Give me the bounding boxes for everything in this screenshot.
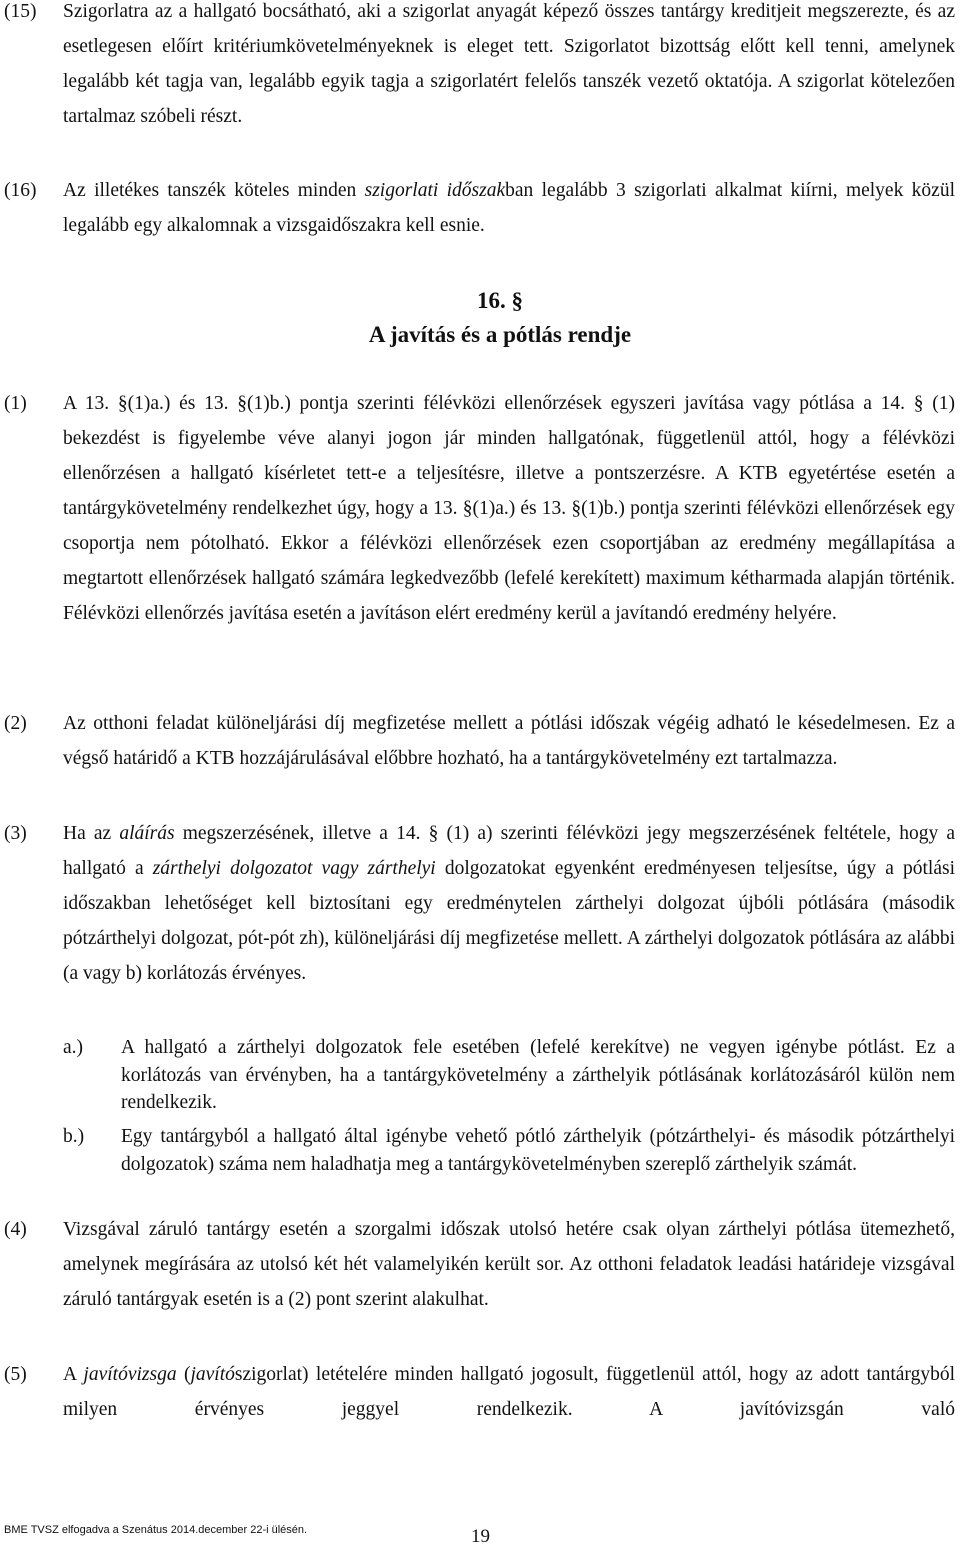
list-item-text: A hallgató a zárthelyi dolgozatok fele esetében (lefelé kerekítve) ne vegyen igénybe pótlást. Ez a korlátozás van érvényben, ha a tantárgykövetelmény a zárthelyik pótlásának korlátozásáról külön nem rendelkezik. xyxy=(121,1037,955,1113)
text-run: szigorlat) letételére minden hallgató jogosult, függetlenül attól, hogy az adott tantárgyból milyen érvényes jeggyel rendelkezik. A javítóvizsgán való xyxy=(63,1364,955,1420)
text-run: Az illetékes tanszék köteles minden xyxy=(63,180,365,201)
section-number: 16. § xyxy=(477,288,523,313)
text-run: ban legalább 3 szigorlati alkalmat kiírni, melyek közül legalább egy alkalomnak a vizsgaidőszakra kell esnie. xyxy=(63,180,955,236)
list-letter: b.) xyxy=(63,1126,85,1147)
paragraph-16 xyxy=(0,173,960,243)
text-run: megszerzésének, illetve a 14. § (1) a) szerinti félévközi jegy megszerzésének feltétele, hogy a hallgató a xyxy=(63,823,955,879)
italic-term: javítóvizsga xyxy=(83,1364,177,1385)
text-run: Ha az xyxy=(63,823,120,844)
paragraph-15 xyxy=(0,0,960,134)
italic-term: zárthelyi dolgozatot vagy zárthelyi xyxy=(152,858,436,879)
paragraph-4 xyxy=(0,1212,960,1317)
section-title: A javítás és a pótlás rendje xyxy=(368,322,632,347)
paragraph-number: (16) xyxy=(4,180,37,201)
list-item-text: Egy tantárgyból a hallgató által igénybe vehető pótló zárthelyik (pótzárthelyi- és második pótzárthelyi dolgozatok) száma nem haladhatja meg a tantárgykövetelményben szereplő zárthelyik számát. xyxy=(121,1126,955,1175)
paragraph-number: (3) xyxy=(4,823,27,844)
italic-term: szigorlati időszak xyxy=(364,180,506,201)
text-run: A xyxy=(63,1364,84,1385)
paragraph-number: (2) xyxy=(4,713,27,734)
paragraph-number: (4) xyxy=(4,1219,27,1240)
page-number: 19 xyxy=(471,1526,490,1547)
paragraph-text xyxy=(63,816,955,991)
paragraph-text: Az otthoni feladat különeljárási díj megfizetése mellett a pótlási időszak végéig adható le késedelmesen. Ez a végső határidő a KTB hozzájárulásával előbbre hozható, ha a tantárgykövetelmény ezt tartalmazza. xyxy=(63,713,955,769)
text-run: ( xyxy=(176,1364,191,1385)
list-letter: a.) xyxy=(63,1037,84,1058)
paragraph-text xyxy=(63,1357,955,1427)
paragraph-2 xyxy=(0,706,960,776)
paragraph-number: (15) xyxy=(4,1,37,22)
paragraph-text: Szigorlatra az a hallgató bocsátható, aki a szigorlat anyagát képező összes tantárgy kreditjeit megszerezte, és az esetlegesen előírt kritériumkövetelményeknek is eleget tett. Szigorlatot bizottság előtt kell tenni, amelynek legalább két tagja van, legalább egyik tagja a szigorlatért felelős tanszék vezető oktatója. A szigorlat kötelezően tartalmaz szóbeli részt. xyxy=(63,1,955,127)
paragraph-5 xyxy=(0,1357,960,1427)
footer-note: BME TVSZ elfogadva a Szenátus 2014.december 22-i ülésén. xyxy=(4,1524,308,1536)
paragraph-number: (1) xyxy=(4,393,27,414)
paragraph-1 xyxy=(0,386,960,631)
list-item-a xyxy=(0,1034,960,1117)
paragraph-text: A 13. §(1)a.) és 13. §(1)b.) pontja szerinti félévközi ellenőrzések egyszeri javítása vagy pótlása a 14. § (1) bekezdést is figyelembe véve alanyi jogon jár minden hallgatónak, függetlenül attól, hogy a félévközi ellenőrzésen a hallgató kísérletet tett-e a teljesítésre, illetve a pontszerzésre. A KTB egyetértése esetén a tantárgykövetelmény rendelkezhet úgy, hogy a 13. §(1)a.) és 13. §(1)b.) pontja szerinti félévközi ellenőrzések egy csoportja nem pótolható. Ekkor a félévközi ellenőrzések ezen csoportjában az eredmény megállapítása a megtartott ellenőrzések hallgató számára legkedvezőbb (lefelé kerekített) maximum kétharmada alapján történik. Félévközi ellenőrzés javítása esetén a javításon elért eredmény kerül a javítandó eredmény helyére. xyxy=(63,393,955,624)
list-item-b xyxy=(0,1123,960,1178)
italic-term: aláírás xyxy=(119,823,175,844)
paragraph-text: Vizsgával záruló tantárgy esetén a szorgalmi időszak utolsó hetére csak olyan zárthelyi pótlása ütemezhető, amelynek megírására az utolsó két hét valamelyikén került sor. Az otthoni feladatok leadási határideje vizsgával záruló tantárgyak esetén is a (2) pont szerint alakulhat. xyxy=(63,1219,955,1310)
text-run: dolgozatokat egyenként eredményesen teljesítse, úgy a pótlási időszakban lehetőséget kell biztosítani egy eredménytelen zárthelyi dolgozat újbóli pótlására (második pótzárthelyi dolgozat, pót-pót zh), különeljárási díj megfizetése mellett. A zárthelyi dolgozatok pótlására az alábbi (a vagy b) korlátozás érvényes. xyxy=(63,858,955,984)
paragraph-3 xyxy=(0,816,960,991)
paragraph-number: (5) xyxy=(4,1364,27,1385)
paragraph-text xyxy=(63,173,955,243)
italic-term: javító xyxy=(190,1364,235,1385)
